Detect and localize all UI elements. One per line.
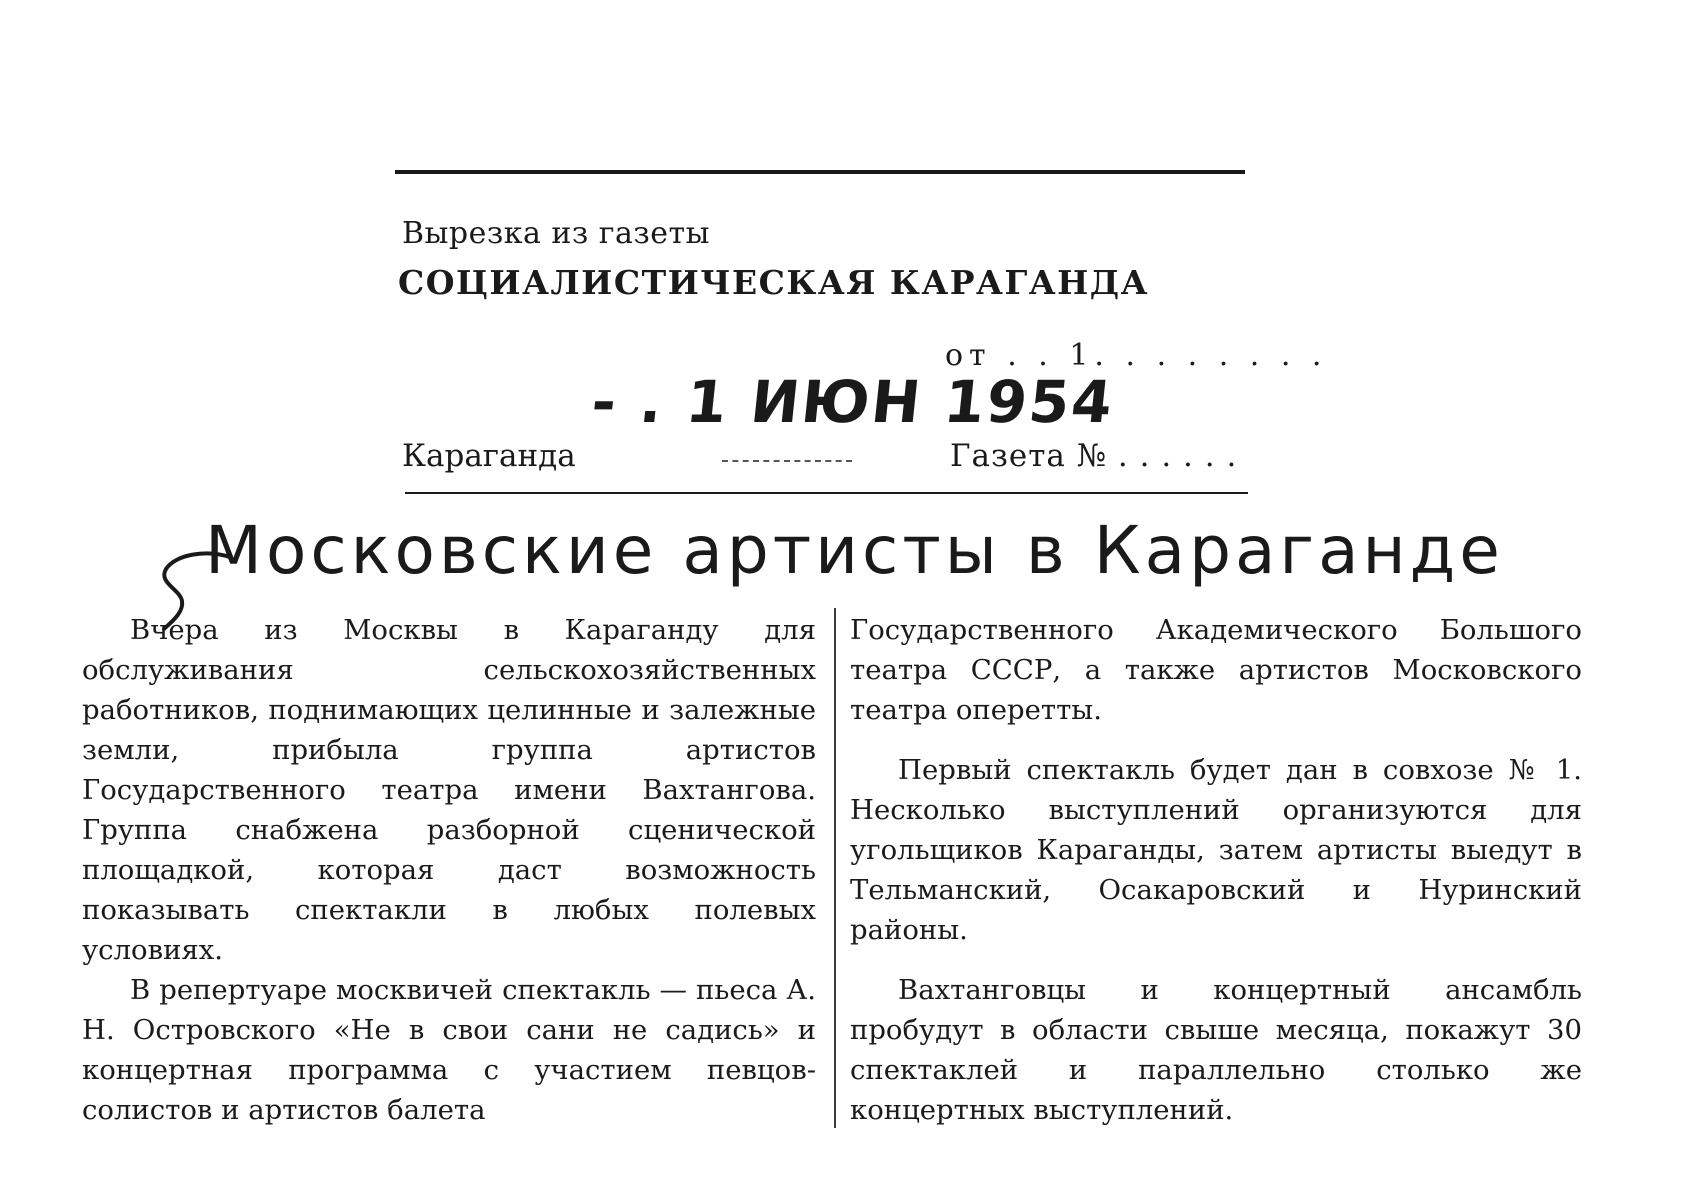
city-label: Караганда [402,438,576,474]
gazette-number-field: Газета № . . . . . . [950,438,1238,474]
article-paragraph: Вчера из Москвы в Караганду для обслуживания сельскохозяйственных работников, поднимающих целинные и залежные земли, прибыла группа артистов Государственного театра имени Вахтангова. Группа снабжена разборной сценической площадкой, которая даст возможность показывать спектакли в любых полевых условиях. [82,614,816,966]
date-field: от . . 1. . . . . . . . [945,338,1328,373]
article-paragraph: В репертуаре москвичей спектакль — пьеса А. Н. Островского «Не в свои сани не садись» и концертная программа с участием певцов-солистов и артистов балета [82,974,816,1126]
article-column-left [82,610,816,1130]
article-paragraph: Вахтанговцы и концертный ансамбль пробудут в области свыше месяца, покажут 30 спектаклей и параллельно столько же концертных выступлений. [850,974,1582,1126]
article-column-right [850,610,1582,1130]
newspaper-name: СОЦИАЛИСТИЧЕСКАЯ КАРАГАНДА [398,263,1149,302]
header-top-rule [395,170,1245,174]
article-title: Московские артисты в Караганде [205,512,1504,589]
article-paragraph: Государственного Академического Большого театра СССР, а также артистов Московского театра оперетты. [850,614,1582,726]
dashed-mark [722,460,852,462]
date-stamp: - . 1 ИЮН 1954 [588,368,1118,436]
clipping-label: Вырезка из газеты [402,216,711,251]
header-bottom-rule [405,492,1248,494]
column-divider [834,608,836,1128]
article-paragraph: Первый спектакль будет дан в совхозе № 1. Несколько выступлений организуются для угольщиков Караганды, затем артисты выедут в Тельманский, Осакаровский и Нуринский районы. [850,754,1582,946]
